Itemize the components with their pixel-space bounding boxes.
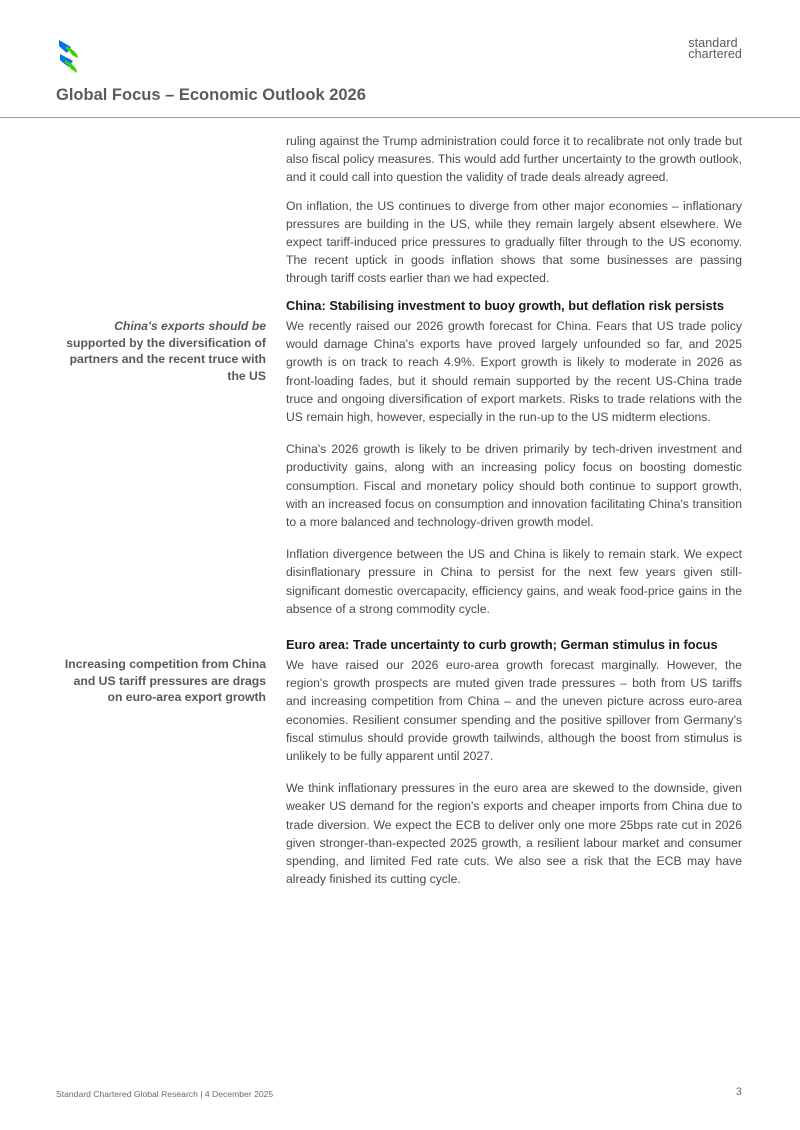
euro-paragraph-1: We have raised our 2026 euro-area growth forecast marginally. However, the region's growth prospects are muted given trade pressures – both from US tariffs and increasing competition from China – and the uneven picture across euro-area economies. Resilient consumer spending and the positive spillover from Germany's fiscal stimulus should provide growth tailwinds, although the boost from stimulus is unlikely to be fully apparent until 2027. [286,658,742,764]
brand-wordmark [688,38,742,60]
header-divider [0,117,800,118]
standard-chartered-s-icon [56,38,82,76]
euro-section [286,636,742,888]
intro-section [286,132,742,288]
china-note-italic: China's exports should be [114,319,266,333]
intro-paragraph-2: On inflation, the US continues to diverge from other major economies – inflationary pressures are building in the US, while they remain largely absent elsewhere. We expect tariff-induced price pressures to gradually filter through to the US economy. The recent uptick in goods inflation shows that some businesses are passing through tariff costs earlier than we had expected. [286,198,742,286]
china-paragraph-1: We recently raised our 2026 growth forecast for China. Fears that US trade policy would damage China's exports have proved largely unfounded so far, and 2025 growth is on track to reach 4.9%. Export growth is likely to moderate in 2026 as front-loading fades, but it should remain supported by the recent US-China trade truce and ongoing diversification of export markets. Risks to trade relations with the US remain high, however, especially in the run-up to the US midterm elections. [286,319,742,425]
china-paragraph-3: Inflation divergence between the US and China is likely to remain stark. We expect disinflationary pressure in China to persist for the next few years given still-significant domestic overcapacity, efficiency gains, and weak food-price gains in the absence of a strong commodity cycle. [286,547,742,616]
china-note-text: supported by the diversification of partners and the recent truce with the US [66,335,266,383]
euro-margin-note: Increasing competition from China and US tariff pressures are drags on euro-area export growth [64,657,266,705]
intro-paragraph-1: ruling against the Trump administration could force it to recalibrate not only trade but also fiscal policy measures. This would add further uncertainty to the growth outlook, and it could call into question the validity of trade deals already agreed. [286,134,742,185]
china-section [286,297,742,618]
footer-source: Standard Chartered Global Research | 4 December 2025 [56,1089,274,1099]
brand-line-2: chartered [688,47,742,61]
document-title: Global Focus – Economic Outlook 2026 [56,86,366,104]
brand-line-1: standard [688,36,738,50]
euro-heading: Euro area: Trade uncertainty to curb growth; German stimulus in focus [286,637,718,652]
page-number: 3 [735,1086,742,1098]
china-margin-note [56,318,266,384]
china-heading: China: Stabilising investment to buoy growth, but deflation risk persists [286,298,724,313]
euro-paragraph-2: We think inflationary pressures in the euro area are skewed to the downside, given weaker US demand for the region's exports and cheaper imports from China due to trade diversion. We expect the ECB to deliver only one more 25bps rate cut in 2026 given stronger-than-expected 2025 growth, a resilient labour market and consumer spending, and limited Fed rate cuts. We also see a risk that the ECB may have already finished its cutting cycle. [286,781,742,887]
china-paragraph-2: China's 2026 growth is likely to be driven primarily by tech-driven investment and productivity gains, along with an increasing policy focus on boosting domestic consumption. Fiscal and monetary policy should both continue to support growth, with an increased focus on consumption and innovation facilitating China's transition to a more balanced and technology-driven growth model. [286,442,742,530]
